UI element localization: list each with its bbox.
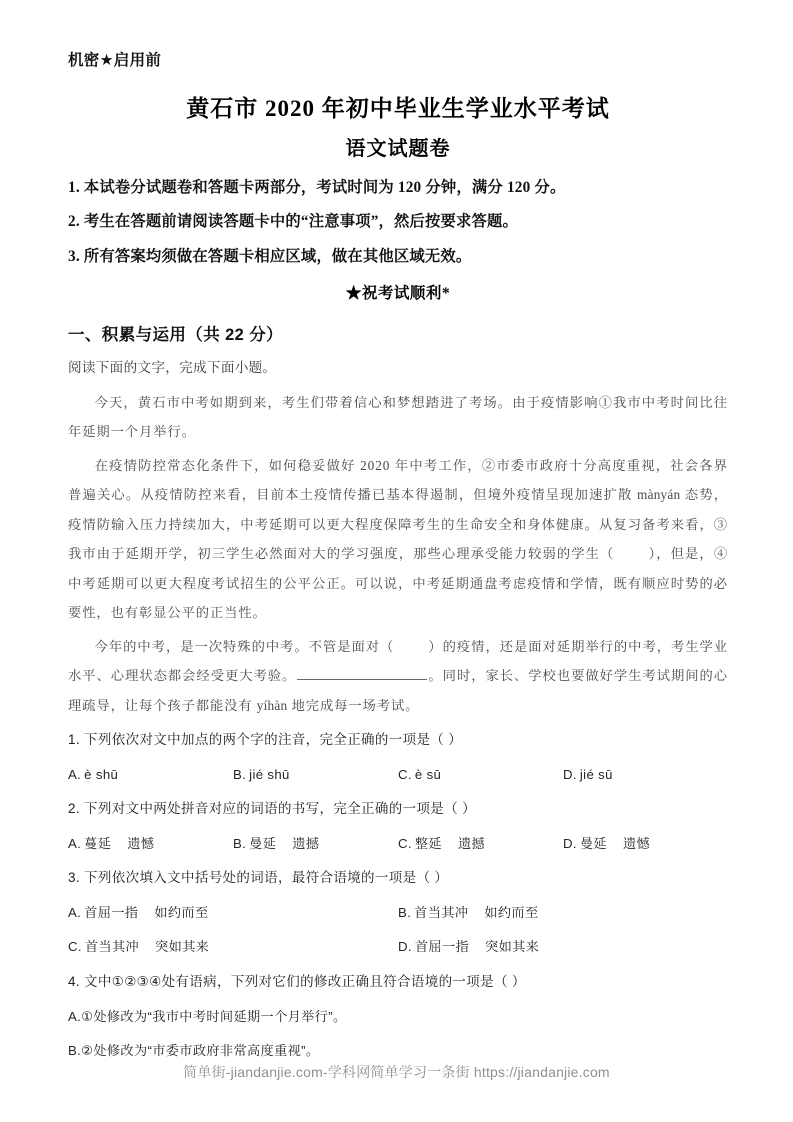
option-text: 首屈一指 xyxy=(84,904,139,920)
passage-p3-part-a: 今年的中考，是一次特殊的中考。不管是面对（ xyxy=(94,638,395,654)
option-text-secondary: 遗憾 xyxy=(127,835,155,851)
option-text: 整延 xyxy=(414,835,442,851)
passage-p3-part-d: 地完成每一场考试。 xyxy=(287,697,420,713)
option-text-secondary: 如约而至 xyxy=(484,904,539,920)
passage-p3-part-c: 。同时，家长、学校也要做好学生考试期间的心理疏导，让每个孩子都能没有 xyxy=(68,668,728,713)
option-text: 首屈一指 xyxy=(414,939,470,955)
good-luck-line: ★祝考试顺利* xyxy=(345,284,451,302)
option-text: 蔓延 xyxy=(84,835,112,851)
question-2-option-b[interactable] xyxy=(233,834,398,854)
option-label: D. xyxy=(563,766,577,782)
option-label: B. xyxy=(233,835,247,851)
passage-paragraph-2 xyxy=(68,451,728,628)
option-label: A. xyxy=(68,1008,82,1024)
option-text-secondary: 遗憾 xyxy=(622,835,651,851)
option-text: 首当其冲 xyxy=(414,904,469,920)
section-lead-in: 阅读下面的文字，完成下面小题。 xyxy=(68,359,277,375)
option-label: C. xyxy=(68,939,82,955)
option-label: A. xyxy=(68,835,82,851)
option-text-secondary: 如约而至 xyxy=(154,904,209,920)
passage-p3-part-b: ）的疫情，还是面对延期举行的中考，考生学业水平、心理状态都会经受更大考验。 xyxy=(68,638,728,684)
question-list xyxy=(68,730,728,1061)
option-text: è sū xyxy=(414,766,442,782)
option-text: è shū xyxy=(84,766,119,782)
passage-p2-part-b: 态势，疫情防输入压力持续加大，中考延期可以更大程度保障考生的生命安全和身体健康。从复习备考来看，③我市由于延期开学，初三学生必然面对大的学习强度，那些心理承受能力较弱的学生（ xyxy=(68,487,728,562)
option-text: 曼延 xyxy=(579,835,607,851)
option-label: C. xyxy=(398,835,412,851)
question-2-option-a[interactable] xyxy=(68,834,233,854)
option-text-secondary: 遗撼 xyxy=(292,835,320,851)
footer-watermark: 简单街-jiandanjie.com-学科网简单学习一条街 https://jiandanjie.com xyxy=(183,1064,610,1080)
question-3-option-c[interactable] xyxy=(68,937,398,957)
option-text: 曼延 xyxy=(249,835,277,851)
question-3-stem: 3. 下列依次填入文中括号处的词语，最符合语境的一项是（ ） xyxy=(68,870,449,886)
option-text: jié shū xyxy=(249,766,290,782)
question-3-options-row-1 xyxy=(68,903,728,923)
option-text: ②处修改为“市委市政府非常高度重视”。 xyxy=(81,1043,320,1059)
option-label: B. xyxy=(398,904,412,920)
question-3-option-d[interactable] xyxy=(398,937,728,957)
question-4-option-b[interactable] xyxy=(68,1041,728,1061)
option-text: ①处修改为“我市中考时间延期一个月举行”。 xyxy=(81,1008,347,1024)
option-label: D. xyxy=(563,835,577,851)
option-text: 首当其冲 xyxy=(84,939,140,955)
question-3-options-row-2 xyxy=(68,937,728,957)
option-label: C. xyxy=(398,766,412,782)
question-3-option-b[interactable] xyxy=(398,903,728,923)
option-label: A. xyxy=(68,766,82,782)
question-4-option-a[interactable] xyxy=(68,1007,728,1027)
option-text-secondary: 突如其来 xyxy=(485,939,540,955)
passage-p3-fill-in-blank xyxy=(297,667,427,681)
confidential-label: 机密★启用前 xyxy=(68,52,162,69)
page-title: 黄石市 2020 年初中毕业生学业水平考试 xyxy=(186,95,610,121)
notice-line-3: 3. 所有答案均须做在答题卡相应区域，做在其他区域无效。 xyxy=(68,247,472,265)
passage-paragraph-3 xyxy=(68,632,728,721)
passage-paragraph-1: 今天，黄石市中考如期到来，考生们带着信心和梦想踏进了考场。由于疫情影响①我市中考时间比往年延期一个月举行。 xyxy=(68,394,728,440)
question-1-stem: 1. 下列依次对文中加点的两个字的注音，完全正确的一项是（ ） xyxy=(68,732,463,748)
option-label: A. xyxy=(68,904,82,920)
question-1-option-b[interactable] xyxy=(233,765,398,785)
passage-p2-part-c: ），但是，④中考延期可以更大程度考试招生的公平公正。可以说，中考延期通盘考虑疫情和学情，既有顺应时势的必要性，也有彰显公平的正当性。 xyxy=(68,546,729,621)
option-label: B. xyxy=(68,1043,82,1059)
page-content xyxy=(68,52,728,1076)
question-4-stem: 4. 文中①②③④处有语病，下列对它们的修改正确且符合语境的一项是（ ） xyxy=(68,974,526,990)
option-label: B. xyxy=(233,766,247,782)
notice-line-2: 2. 考生在答题前请阅读答题卡中的“注意事项”，然后按要求答题。 xyxy=(68,213,519,231)
question-2-option-c[interactable] xyxy=(398,834,563,854)
option-text: jié sū xyxy=(579,766,613,782)
page-subtitle: 语文试题卷 xyxy=(345,137,451,160)
question-2-option-d[interactable] xyxy=(563,834,728,854)
question-1-option-c[interactable] xyxy=(398,765,563,785)
option-label: D. xyxy=(398,939,412,955)
question-2-options xyxy=(68,834,728,854)
passage-p2-pinyin-manyan: mànyán xyxy=(637,487,681,503)
question-1-options xyxy=(68,765,728,785)
question-1-option-a[interactable] xyxy=(68,765,233,785)
passage-p2-part-a: 在疫情防控常态化条件下，如何稳妥做好 2020 年中考工作，②市委市政府十分高度重视，社会各界普遍关心。从疫情防控来看，目前本土疫情传播已基本得遏制，但境外疫情呈现加速扩散 xyxy=(68,457,728,503)
option-text-secondary: 突如其来 xyxy=(155,939,210,955)
notice-line-1: 1. 本试卷分试题卷和答题卡两部分，考试时间为 120 分钟，满分 120 分。 xyxy=(68,178,566,196)
passage-p3-pinyin-yihan: yíhàn xyxy=(256,697,288,713)
section-heading: 一、积累与运用（共 22 分） xyxy=(68,325,284,344)
option-text-secondary: 遗撼 xyxy=(457,835,486,851)
question-3-option-a[interactable] xyxy=(68,903,398,923)
question-2-stem: 2. 下列对文中两处拼音对应的词语的书写，完全正确的一项是（ ） xyxy=(68,801,476,817)
reading-passage xyxy=(68,388,728,721)
question-1-option-d[interactable] xyxy=(563,765,728,785)
